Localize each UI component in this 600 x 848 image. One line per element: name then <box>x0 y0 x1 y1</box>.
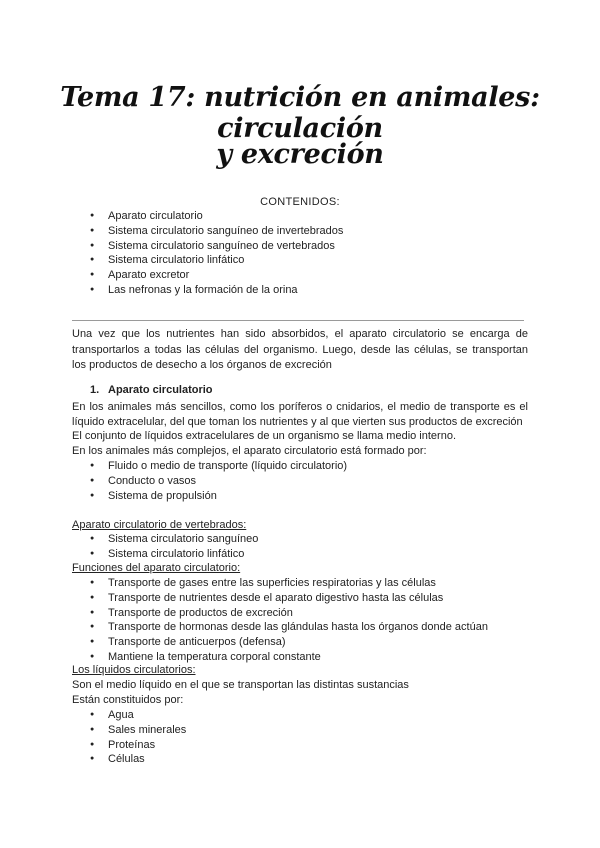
list-item: ● Fluido o medio de transporte (líquido circulatorio) <box>90 459 347 474</box>
fluids-composition-intro: Están constituidos por: <box>72 694 184 706</box>
fluids-description: Son el medio líquido en el que se transportan las distintas sustancias <box>72 679 409 691</box>
section-number: 1. <box>90 384 100 396</box>
contents-heading: CONTENIDOS: <box>260 196 340 208</box>
list-item: ● Agua <box>90 708 186 723</box>
list-item: ● Sistema circulatorio sanguíneo <box>90 532 258 547</box>
list-item: ● Mantiene la temperatura corporal constante <box>90 650 488 665</box>
contents-item: ● Sistema circulatorio sanguíneo de invertebrados <box>90 224 343 239</box>
list-item: ● Sistema circulatorio linfático <box>90 547 258 562</box>
list-item: ● Transporte de nutrientes desde el aparato digestivo hasta las células <box>90 591 488 606</box>
list-item: ● Transporte de hormonas desde las glándulas hasta los órganos donde actúan <box>90 620 488 635</box>
list-item: ● Transporte de productos de excreción <box>90 606 488 621</box>
vertebrates-heading: Aparato circulatorio de vertebrados: <box>72 519 247 531</box>
fluids-heading: Los líquidos circulatorios: <box>72 664 196 676</box>
section-title: Aparato circulatorio <box>108 384 213 396</box>
intro-paragraph <box>72 327 528 374</box>
contents-list <box>90 209 343 298</box>
list-item: ● Transporte de gases entre las superficies respiratorias y las células <box>90 576 488 591</box>
intro-line: los productos de desecho a los órganos de excreción <box>72 359 332 371</box>
horizontal-divider <box>72 320 524 321</box>
functions-list <box>90 576 488 665</box>
paragraph-line: En los animales más sencillos, como los poríferos o cnidarios, el medio de transporte es el <box>72 401 528 413</box>
vertebrates-list <box>90 532 258 562</box>
list-item: ● Transporte de anticuerpos (defensa) <box>90 635 488 650</box>
complex-animals-line: En los animales más complejos, el aparato circulatorio está formado por: <box>72 445 427 457</box>
intro-line: transportarlos a todas las células del organismo. Luego, desde las células, se transportan <box>72 343 528 356</box>
contents-item: ● Las nefronas y la formación de la orina <box>90 283 343 298</box>
section-paragraph <box>72 400 528 430</box>
intro-line: Una vez que los nutrientes han sido absorbidos, el aparato circulatorio se encarga de <box>72 328 528 340</box>
list-item: ● Sales minerales <box>90 723 186 738</box>
list-item: ● Sistema de propulsión <box>90 489 347 504</box>
contents-item: ● Sistema circulatorio sanguíneo de vertebrados <box>90 239 343 254</box>
list-item: ● Proteínas <box>90 738 186 753</box>
contents-item: ● Sistema circulatorio linfático <box>90 253 343 268</box>
page-title-line-2: y excreción <box>216 139 384 170</box>
list-item: ● Células <box>90 752 186 767</box>
components-list <box>90 459 347 503</box>
paragraph-line: líquido extracelular, del que toman los nutrientes y al que vierten sus productos de excreción <box>72 416 523 428</box>
list-item: ● Conducto o vasos <box>90 474 347 489</box>
page-title-line-1: Tema 17: nutrición en animales: circulación <box>60 82 540 144</box>
contents-item: ● Aparato circulatorio <box>90 209 343 224</box>
fluids-list <box>90 708 186 767</box>
functions-heading: Funciones del aparato circulatorio: <box>72 562 241 574</box>
contents-item: ● Aparato excretor <box>90 268 343 283</box>
medio-interno-line: El conjunto de líquidos extracelulares de un organismo se llama medio interno. <box>72 430 456 442</box>
section-heading <box>90 384 213 396</box>
